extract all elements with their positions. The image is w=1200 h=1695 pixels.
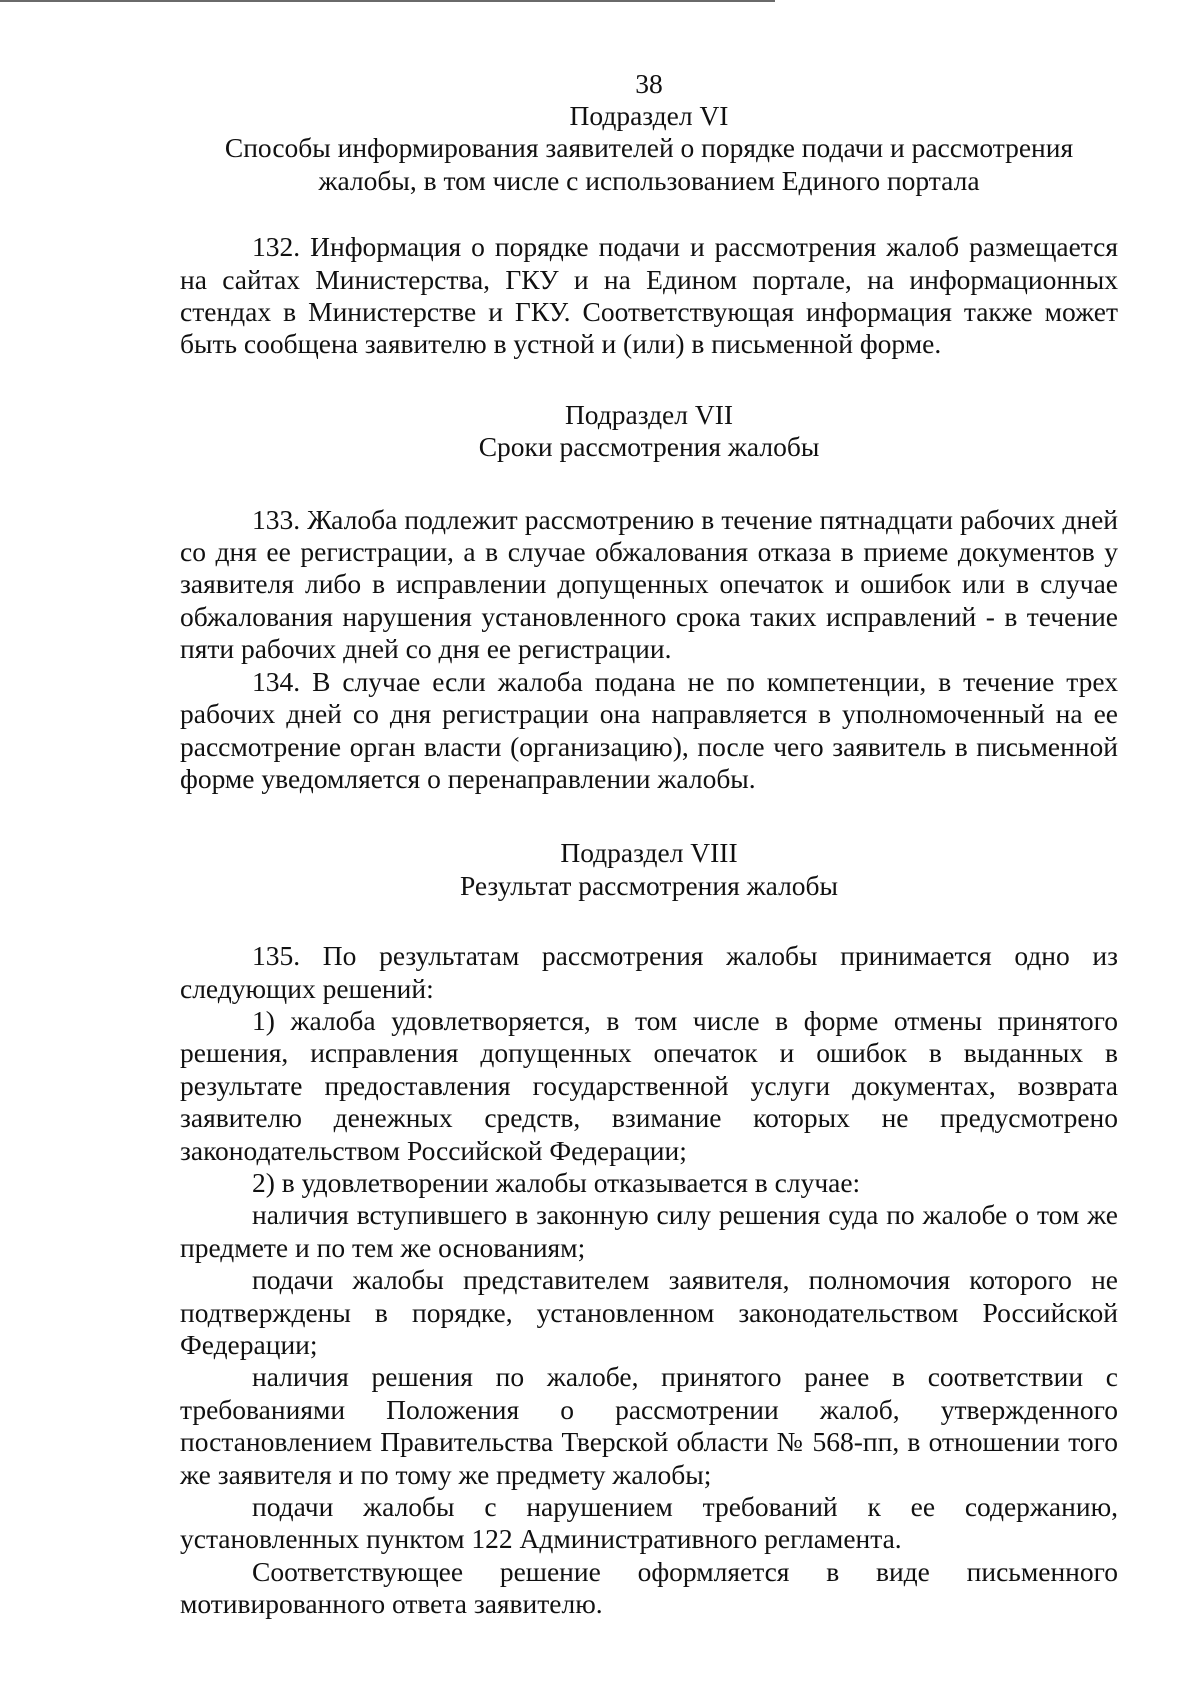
section-title-vi: Подраздел VI [569, 100, 729, 131]
refusal-case-requirements: подачи жалобы с нарушением требований к ее содержанию, установленных пунктом 122 Административного регламента. [180, 1491, 1118, 1555]
scan-edge-line [0, 0, 775, 2]
list-item-2: 2) в удовлетворении жалобы отказывается в случае: [252, 1166, 861, 1198]
spacer [180, 361, 1118, 399]
paragraph-132: 132. Информация о порядке подачи и рассмотрения жалоб размещается на сайтах Министерства, ГКУ и на Едином портале, на информационных стендах в Министерстве и ГКУ. Соответствующая информация также может быть сообщена заявителю в устной и (или) в письменной форме. [180, 231, 1118, 360]
refusal-case-representative: подачи жалобы представителем заявителя, полномочия которого не подтверждены в порядке, установленном законодательством Российской Федерации; [180, 1264, 1118, 1360]
section-subtitle-viii: Результат рассмотрения жалобы [459, 869, 839, 901]
section-subtitle-vii: Сроки рассмотрения жалобы [478, 431, 820, 463]
spacer [180, 795, 1118, 837]
section-subtitle-vi-line-1: Способы информирования заявителей о порядке подачи и рассмотрения [224, 132, 1074, 164]
section-title-vii: Подраздел VII [564, 398, 734, 430]
paragraph-decision-form: Соответствующее решение оформляется в виде письменного мотивированного ответа заявителю. [180, 1555, 1118, 1620]
spacer [180, 902, 1118, 940]
paragraph-135: 135. По результатам рассмотрения жалобы принимается одно из следующих решений: [180, 940, 1118, 1004]
refusal-case-prior-decision: наличия решения по жалобе, принятого ранее в соответствии с требованиями Положения о рассмотрении жалоб, утвержденного постановлением Правительства Тверской области № 568-пп, в отношении того же заявителя и по тому же предмету жалобы; [180, 1361, 1118, 1490]
spacer [180, 197, 1118, 231]
list-item-1: 1) жалоба удовлетворяется, в том числе в форме отмены принятого решения, исправления допущенных опечаток и ошибок в выданных в результате предоставления государственной услуги документах, возврата заявителю денежных средств, взимание которых не предусмотрено законодательством Российской Федерации; [180, 1004, 1118, 1166]
section-title-viii: Подраздел VIII [560, 837, 738, 869]
document-page [180, 68, 1118, 1621]
spacer [180, 464, 1118, 504]
refusal-case-court: наличия вступившего в законную силу решения суда по жалобе о том же предмете и по тем же основаниям; [180, 1199, 1118, 1263]
page-number: 38 [635, 68, 663, 99]
paragraph-133: 133. Жалоба подлежит рассмотрению в течение пятнадцати рабочих дней со дня ее регистрации, а в случае обжалования отказа в приеме документов у заявителя либо в исправлении допущенных опечаток и ошибок или в случае обжалования нарушения установленного срока таких исправлений - в течение пяти рабочих дней со дня ее регистрации. [180, 503, 1118, 665]
paragraph-134: 134. В случае если жалоба подана не по компетенции, в течение трех рабочих дней со дня регистрации она направляется в уполномоченный на ее рассмотрение орган власти (организацию), после чего заявитель в письменной форме уведомляется о перенаправлении жалобы. [180, 665, 1118, 794]
section-subtitle-vi-line-2: жалобы, в том числе с использованием Единого портала [318, 164, 980, 196]
